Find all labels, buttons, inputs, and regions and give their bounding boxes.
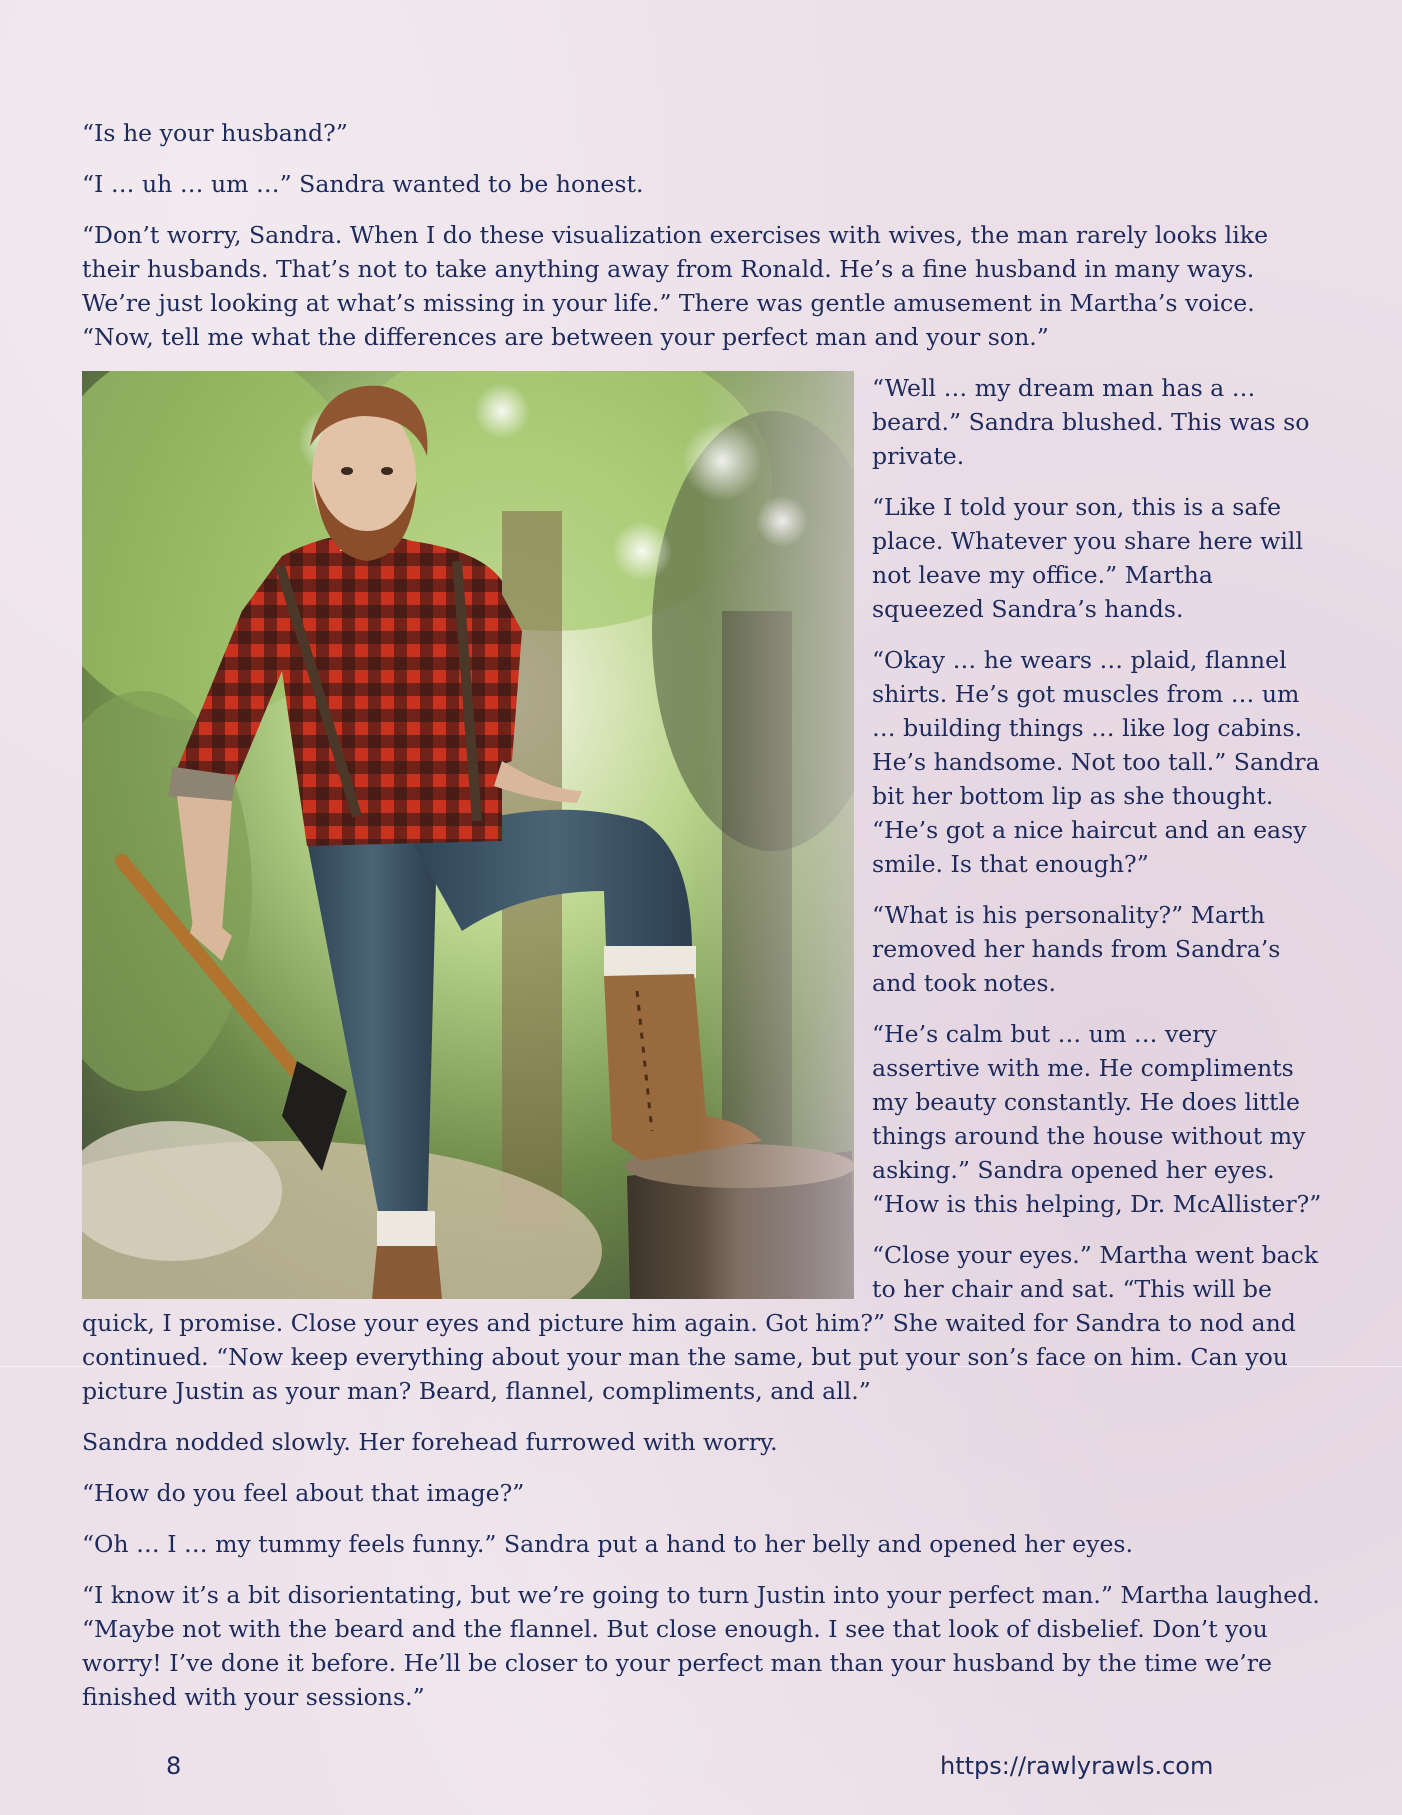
paragraph: “Oh … I … my tummy feels funny.” Sandra put a hand to her belly and opened her eyes. [82,1530,1134,1558]
top-text-block [82,116,1322,354]
paragraph: “Like I told your son, this is a safe place. Whatever you share here will not leave my office.” Martha squeezed Sandra’s hands. [872,493,1303,623]
page-number: 8 [166,1752,182,1780]
paragraph: “Well … my dream man has a … beard.” Sandra blushed. This was so private. [872,374,1310,470]
paragraph: “Okay … he wears … plaid, flannel shirts. He’s got muscles from … um … building things … like log cabins. He’s handsome. Not too tall.” Sandra bit her bottom lip as she thought. “He’s got a nice haircut and an easy smile. Is that enough?” [872,646,1320,878]
paragraph: “I … uh … um …” Sandra wanted to be honest. [82,170,644,198]
paragraph: Sandra nodded slowly. Her forehead furrowed with worry. [82,1428,778,1456]
paragraph: “Is he your husband?” [82,119,348,147]
paragraph: “He’s calm but … um … very assertive with me. He compliments my beauty constantly. He does little things around the house without my asking.” Sandra opened her eyes. “How is this helping, Dr. McAllister?” [872,1020,1322,1218]
paragraph: “I know it’s a bit disorientating, but we’re going to turn Justin into your perfect man.” Martha laughed. “Maybe not with the beard and the flannel. But close enough. I see that look of disbelief. Don’t you worry! I’ve done it before. He’ll be closer to your perfect man than your husband by the time we’re finished with your sessions.” [82,1581,1320,1711]
footer-url-link[interactable]: https://rawlyrawls.com [940,1752,1214,1780]
page-body [82,108,1322,1731]
paragraph: “Close your eyes.” Martha went back to her chair and sat. “This will be quick, I promise. Close your eyes and picture him again. Got him?” She waited for Sandra to nod and continued. “Now keep everything about your man the same, but put your son’s face on him. Can you picture Justin as your man? Beard, flannel, compliments, and all.” [82,1241,1319,1405]
bottom-text-block [82,1425,1322,1714]
paragraph: “What is his personality?” Marth removed her hands from Sandra’s and took notes. [872,901,1281,997]
paragraph: “How do you feel about that image?” [82,1479,525,1507]
paragraph: “Don’t worry, Sandra. When I do these visualization exercises with wives, the man rarely looks like their husbands. That’s not to take anything away from Ronald. He’s a fine husband in many ways. We’re just looking at what’s missing in your life.” There was gentle amusement in Martha’s voice. “Now, tell me what the differences are between your perfect man and your son.” [82,221,1269,351]
lumberjack-illustration [82,371,854,1299]
